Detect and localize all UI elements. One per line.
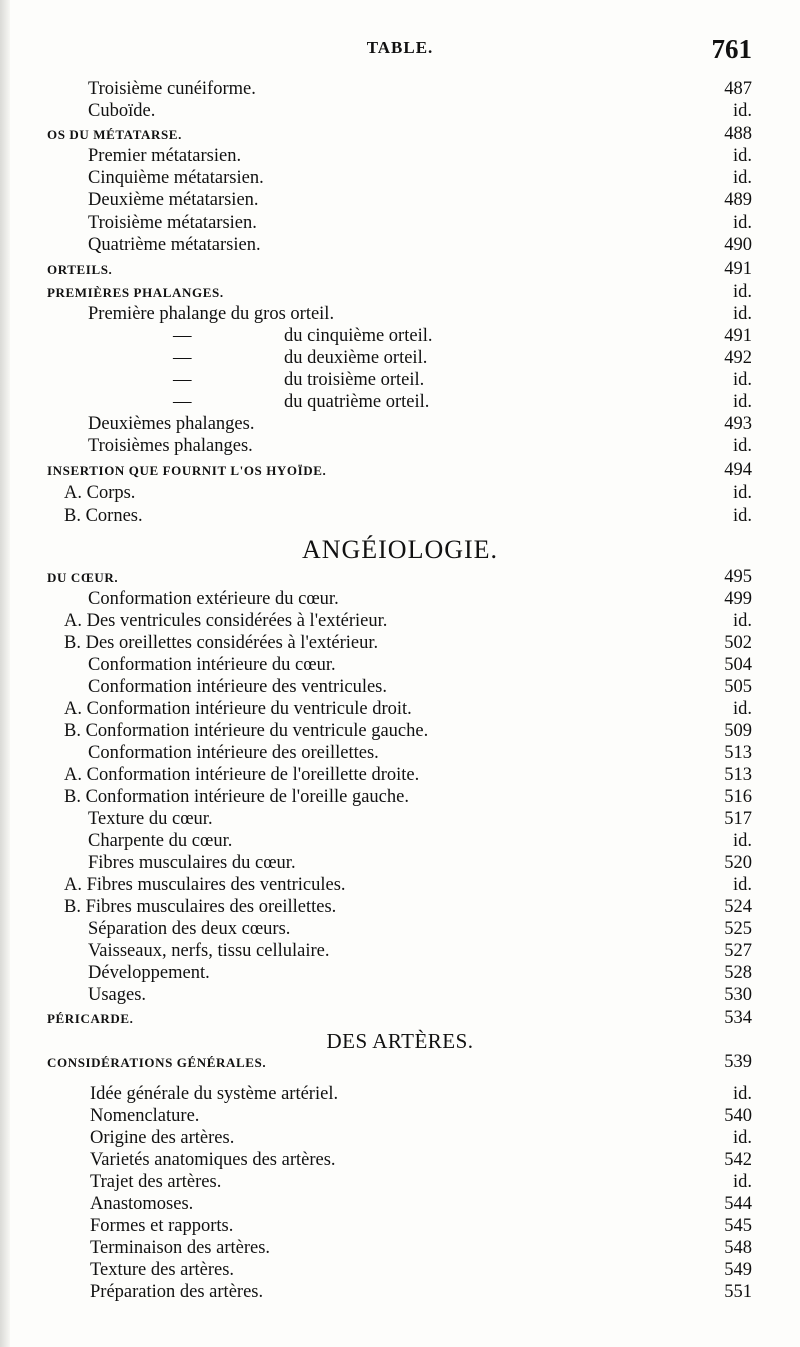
toc-entry: [88, 588, 752, 610]
toc-section-entry: [47, 123, 752, 145]
toc-entry-label: Nomenclature.: [90, 1106, 200, 1126]
toc-entry: [64, 610, 752, 632]
toc-entry-label: Texture du cœur.: [88, 809, 213, 829]
toc-entry: [64, 874, 752, 896]
toc-entry-label: B. Fibres musculaires des oreillettes.: [64, 897, 337, 917]
toc-entry-label: B. Des oreillettes considérées à l'extérieur.: [64, 633, 379, 653]
toc-entry-label: Terminaison des artères.: [90, 1238, 271, 1258]
toc-entry-label: Conformation intérieure des oreillettes.: [88, 743, 379, 763]
ditto-dash: —: [173, 392, 192, 412]
toc-entry-label: du cinquième orteil.: [284, 326, 433, 346]
toc-entry-page: 527: [724, 941, 752, 961]
toc-entry: [88, 189, 752, 211]
toc-entry-label: Troisième cunéiforme.: [88, 79, 256, 99]
section-heading-angeiologie: ANGÉIOLOGIE.: [301, 535, 499, 564]
toc-continuation-entry: [88, 369, 752, 391]
toc-entry: [64, 786, 752, 808]
toc-entry-label: Premier métatarsien.: [88, 146, 242, 166]
toc-entry-label: Conformation extérieure du cœur.: [88, 589, 339, 609]
toc-entry: [90, 1171, 752, 1193]
toc-entry-label: DU CŒUR.: [47, 570, 119, 585]
toc-entry: [88, 78, 752, 100]
toc-entry-page: 505: [724, 677, 752, 697]
toc-entry: [88, 808, 752, 830]
toc-entry: [90, 1215, 752, 1237]
toc-entry: [88, 984, 752, 1006]
toc-entry-label: Texture des artères.: [90, 1260, 235, 1280]
toc-entry-label: ORTEILS.: [47, 262, 113, 277]
toc-entry-page: id.: [732, 483, 752, 503]
ditto-dash: —: [173, 348, 192, 368]
toc-entry-label: Cuboïde.: [88, 101, 156, 121]
page-header-title: TABLE.: [366, 38, 434, 57]
toc-continuation-entry: [88, 325, 752, 347]
toc-entry-page: 499: [724, 589, 752, 609]
toc-entry: [88, 852, 752, 874]
toc-entry-label: A. Fibres musculaires des ventricules.: [64, 875, 346, 895]
toc-entry-label: Varietés anatomiques des artères.: [90, 1150, 336, 1170]
toc-entry-page: 548: [724, 1238, 752, 1258]
toc-entry-page: id.: [732, 168, 752, 188]
toc-entry-page: 525: [724, 919, 752, 939]
toc-entry: [88, 962, 752, 984]
toc-entry-page: 544: [724, 1194, 752, 1214]
ditto-dash: —: [173, 326, 192, 346]
toc-entry: [88, 303, 752, 325]
page-number: 761: [711, 34, 752, 64]
toc-entry-label: Vaisseaux, nerfs, tissu cellulaire.: [88, 941, 330, 961]
toc-entry-page: id.: [732, 699, 752, 719]
toc-entry-page: id.: [732, 436, 752, 456]
toc-entry-label: A. Corps.: [64, 483, 136, 503]
toc-continuation-entry: [88, 347, 752, 369]
toc-entry-page: 524: [724, 897, 752, 917]
toc-entry: [64, 482, 752, 504]
toc-entry-page: 540: [724, 1106, 752, 1126]
toc-entry-page: 502: [724, 633, 752, 653]
toc-entry-label: Usages.: [88, 985, 147, 1005]
toc-entry-page: 504: [724, 655, 752, 675]
toc-entry-label: du deuxième orteil.: [284, 348, 428, 368]
toc-entry-page: 491: [724, 259, 752, 279]
toc-entry-label: B. Conformation intérieure du ventricule gauche.: [64, 721, 429, 741]
toc-entry-label: Séparation des deux cœurs.: [88, 919, 291, 939]
toc-entry-label: Troisième métatarsien.: [88, 213, 257, 233]
toc-entry-label: Anastomoses.: [90, 1194, 194, 1214]
toc-section-entry: [47, 1051, 752, 1073]
toc-section-entry: [47, 281, 752, 303]
toc-entry-page: 493: [724, 414, 752, 434]
toc-entry: [90, 1259, 752, 1281]
toc-entry-page: id.: [732, 1084, 752, 1104]
toc-entry: [88, 830, 752, 852]
toc-entry: [88, 167, 752, 189]
toc-section-entry: [47, 566, 752, 588]
toc-section-entry: [47, 258, 752, 280]
toc-entry-page: 509: [724, 721, 752, 741]
toc-entry-label: du quatrième orteil.: [284, 392, 430, 412]
section-heading-arteres: DES ARTÈRES.: [326, 1029, 474, 1053]
toc-entry-label: INSERTION QUE FOURNIT L'OS HYOÏDE.: [47, 463, 327, 478]
toc-entry-page: id.: [732, 1128, 752, 1148]
toc-entry-page: id.: [732, 146, 752, 166]
toc-entry: [90, 1193, 752, 1215]
ditto-dash: —: [173, 370, 192, 390]
toc-entry-page: 542: [724, 1150, 752, 1170]
toc-entry-label: Idée générale du système artériel.: [90, 1084, 339, 1104]
toc-entry-page: id.: [732, 392, 752, 412]
toc-entry-page: 490: [724, 235, 752, 255]
toc-entry-label: CONSIDÉRATIONS GÉNÉRALES.: [47, 1055, 267, 1070]
toc-entry-page: id.: [732, 611, 752, 631]
toc-entry-label: Conformation intérieure des ventricules.: [88, 677, 387, 697]
toc-entry-label: Première phalange du gros orteil.: [88, 304, 335, 324]
toc-entry-label: Charpente du cœur.: [88, 831, 233, 851]
toc-entry: [88, 435, 752, 457]
toc-entry-page: 549: [724, 1260, 752, 1280]
toc-entry: [90, 1149, 752, 1171]
toc-entry-page: id.: [732, 506, 752, 526]
toc-entry-page: 488: [724, 124, 752, 144]
toc-entry: [64, 632, 752, 654]
toc-entry-page: 491: [724, 326, 752, 346]
toc-entry: [90, 1083, 752, 1105]
toc-entry: [90, 1237, 752, 1259]
toc-entry-label: B. Conformation intérieure de l'oreille gauche.: [64, 787, 409, 807]
toc-entry-page: 516: [724, 787, 752, 807]
toc-entry-label: Conformation intérieure du cœur.: [88, 655, 336, 675]
toc-entry: [90, 1127, 752, 1149]
toc-entry: [64, 505, 752, 527]
toc-entry-page: id.: [732, 101, 752, 121]
toc-entry-page: id.: [732, 1172, 752, 1192]
toc-section-entry: [47, 459, 752, 481]
toc-entry-label: Cinquième métatarsien.: [88, 168, 264, 188]
toc-entry-label: Quatrième métatarsien.: [88, 235, 261, 255]
toc-entry: [88, 234, 752, 256]
toc-entry-page: 513: [724, 743, 752, 763]
toc-entry: [64, 720, 752, 742]
toc-entry-page: 487: [724, 79, 752, 99]
toc-entry-label: Trajet des artères.: [90, 1172, 222, 1192]
toc-entry-page: 534: [724, 1008, 752, 1028]
toc-entry: [88, 654, 752, 676]
toc-entry-label: PREMIÈRES PHALANGES.: [47, 285, 224, 300]
toc-entry: [88, 212, 752, 234]
toc-entry-label: PÉRICARDE.: [47, 1011, 134, 1026]
toc-entry-page: id.: [732, 304, 752, 324]
toc-continuation-entry: [88, 391, 752, 413]
toc-entry-page: id.: [732, 213, 752, 233]
toc-entry: [64, 896, 752, 918]
toc-entry-page: 520: [724, 853, 752, 873]
toc-entry: [88, 940, 752, 962]
toc-entry-label: Fibres musculaires du cœur.: [88, 853, 296, 873]
toc-entry: [88, 413, 752, 435]
toc-entry: [64, 764, 752, 786]
toc-entry-page: 494: [724, 460, 752, 480]
page-spine-shadow: [0, 0, 10, 1347]
toc-entry-page: 513: [724, 765, 752, 785]
toc-entry-label: du troisième orteil.: [284, 370, 425, 390]
toc-entry: [88, 145, 752, 167]
toc-entry-page: 492: [724, 348, 752, 368]
toc-entry-page: id.: [732, 370, 752, 390]
toc-entry-label: Deuxièmes phalanges.: [88, 414, 255, 434]
toc-entry: [90, 1105, 752, 1127]
toc-entry-page: 517: [724, 809, 752, 829]
toc-entry-page: 530: [724, 985, 752, 1005]
toc-entry: [90, 1281, 752, 1303]
toc-entry: [88, 742, 752, 764]
toc-entry: [88, 918, 752, 940]
toc-entry-page: id.: [732, 875, 752, 895]
toc-entry-label: Troisièmes phalanges.: [88, 436, 253, 456]
toc-entry-page: id.: [732, 282, 752, 302]
toc-entry-page: 539: [724, 1052, 752, 1072]
toc-entry-label: Deuxième métatarsien.: [88, 190, 259, 210]
toc-entry: [88, 676, 752, 698]
toc-entry-label: Développement.: [88, 963, 210, 983]
toc-entry: [88, 100, 752, 122]
toc-entry-page: 528: [724, 963, 752, 983]
toc-entry-label: A. Conformation intérieure du ventricule droit.: [64, 699, 412, 719]
toc-entry-label: Origine des artères.: [90, 1128, 235, 1148]
toc-entry-label: A. Conformation intérieure de l'oreillette droite.: [64, 765, 420, 785]
toc-entry-label: B. Cornes.: [64, 506, 143, 526]
toc-entry-page: 545: [724, 1216, 752, 1236]
toc-entry-page: 495: [724, 567, 752, 587]
toc-entry-page: 551: [724, 1282, 752, 1302]
toc-entry-page: id.: [732, 831, 752, 851]
toc-section-entry: [47, 1007, 752, 1029]
toc-entry-label: A. Des ventricules considérées à l'extérieur.: [64, 611, 388, 631]
toc-entry-label: Formes et rapports.: [90, 1216, 234, 1236]
toc-entry-label: Préparation des artères.: [90, 1282, 264, 1302]
toc-entry-label: OS DU MÉTATARSE.: [47, 127, 182, 142]
toc-entry-page: 489: [724, 190, 752, 210]
toc-entry: [64, 698, 752, 720]
